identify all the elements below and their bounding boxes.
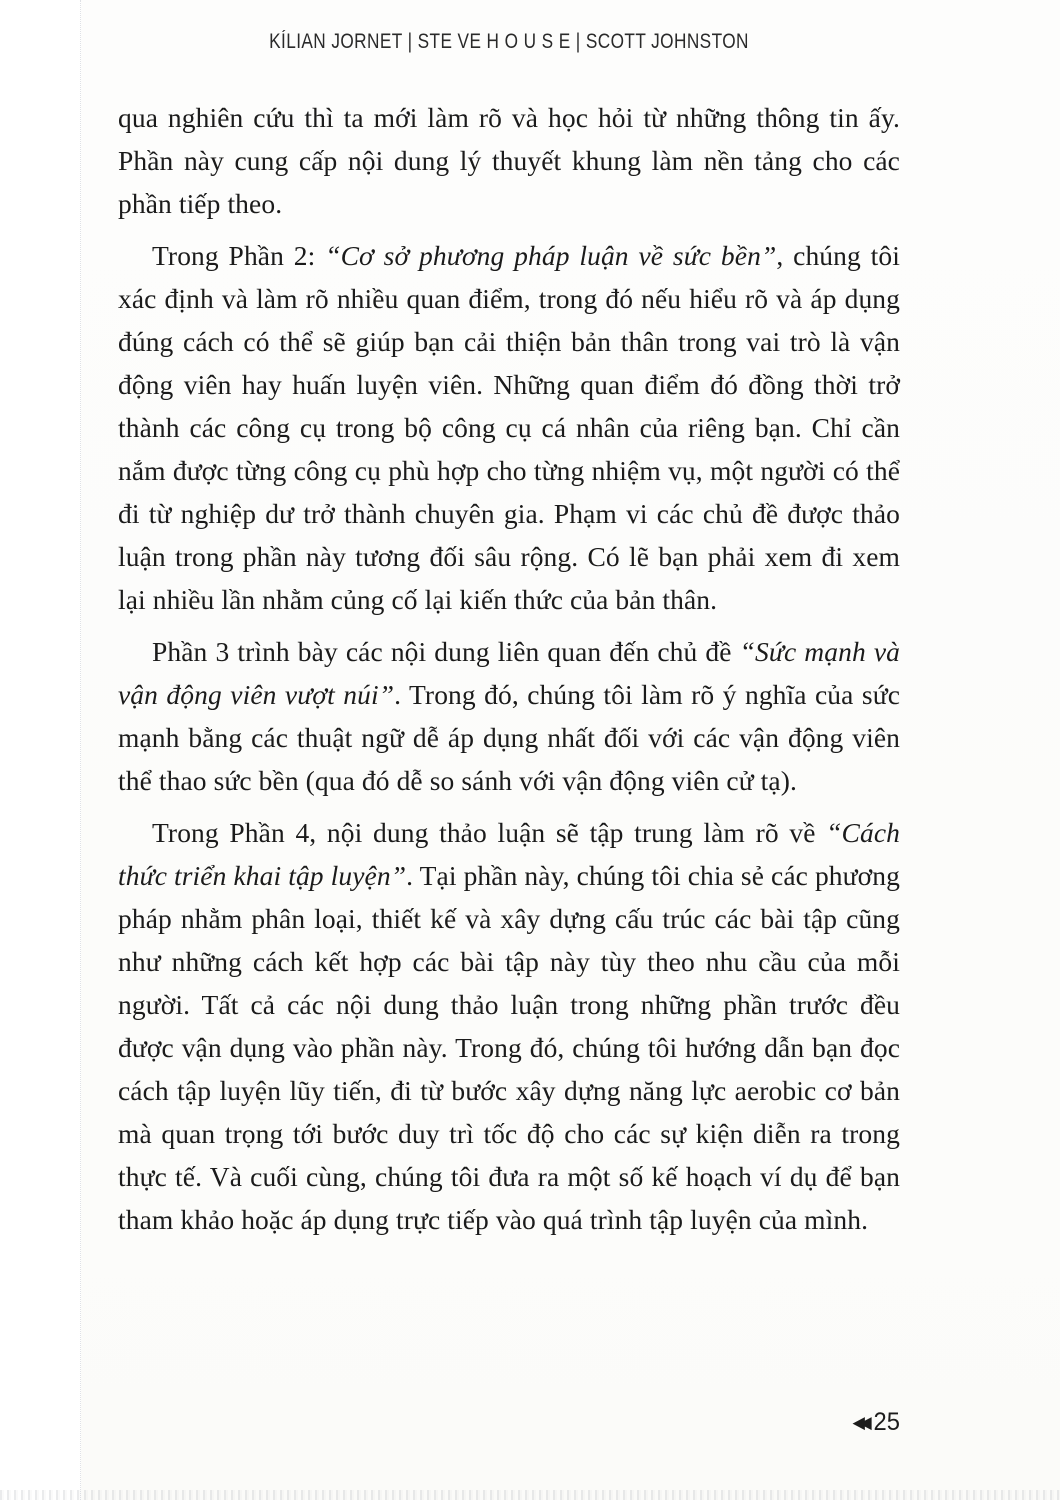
paragraph: [118, 234, 900, 621]
italic-text-segment: “Cơ sở phương pháp luận về sức bền”: [325, 240, 777, 271]
text-segment: Trong Phần 2:: [152, 240, 326, 271]
text-segment: Trong Phần 4, nội dung thảo luận sẽ tập trung làm rõ về: [152, 817, 827, 848]
text-segment: , chúng tôi xác định và làm rõ nhiều quan điểm, trong đó nếu hiểu rõ và áp dụng đúng cách có thể sẽ giúp bạn cải thiện bản thân trong vai trò là vận động viên hay huấn luyện viên. Những quan điểm đó đồng thời trở thành các công cụ trong bộ công cụ cá nhân của riêng bạn. Chỉ cần nắm được từng công cụ phù hợp cho từng nhiệm vụ, một người có thể đi từ nghiệp dư trở thành chuyên gia. Phạm vi các chủ đề được thảo luận trong phần này tương đối sâu rộng. Có lẽ bạn phải xem đi xem lại nhiều lần nhằm củng cố lại kiến thức của bản thân.: [118, 240, 901, 615]
paragraph: [118, 96, 900, 225]
paragraph: [118, 811, 900, 1241]
page-number: 25: [873, 1408, 900, 1436]
text-segment: . Tại phần này, chúng tôi chia sẻ các phương pháp nhằm phân loại, thiết kế và xây dựng cấu trúc các bài tập cũng như những cách kết hợp các bài tập này tùy theo nhu cầu của mỗi người. Tất cả các nội dung thảo luận trong những phần trước đều được vận dụng vào phần này. Trong đó, chúng tôi hướng dẫn bạn đọc cách tập luyện lũy tiến, đi từ bước xây dựng năng lực aerobic cơ bản mà quan trọng tới bước duy trì tốc độ cho các sự kiện diễn ra trong thực tế. Và cuối cùng, chúng tôi đưa ra một số kế hoạch ví dụ để bạn tham khảo hoặc áp dụng trực tiếp vào quá trình tập luyện của mình.: [118, 860, 901, 1235]
page-footer: [853, 1408, 900, 1437]
italic-text-segment: “Cách thức triển khai tập luyện”: [118, 817, 900, 891]
text-segment: qua nghiên cứu thì ta mới làm rõ và học hỏi từ những thông tin ấy. Phần này cung cấp nội dung lý thuyết khung làm nền tảng cho các phần tiếp theo.: [118, 102, 900, 219]
italic-text-segment: “Sức mạnh và vận động viên vượt núi”: [118, 636, 901, 710]
text-segment: . Trong đó, chúng tôi làm rõ ý nghĩa của sức mạnh bằng các thuật ngữ dễ áp dụng nhất đối với các vận động viên thể thao sức bền (qua đó dễ so sánh với vận động viên cử tạ).: [118, 679, 901, 796]
page-body: [118, 96, 900, 1250]
scan-bottom-edge: [0, 1490, 1060, 1500]
double-left-triangle-icon: ◀◀: [852, 1413, 866, 1432]
scan-left-edge: [0, 0, 81, 1500]
running-header: KÍLIAN JORNET | STE VE H O U S E | SCOTT JOHNSTON: [269, 30, 749, 53]
text-segment: Phần 3 trình bày các nội dung liên quan đến chủ đề: [152, 636, 740, 667]
paragraph: [118, 630, 900, 802]
